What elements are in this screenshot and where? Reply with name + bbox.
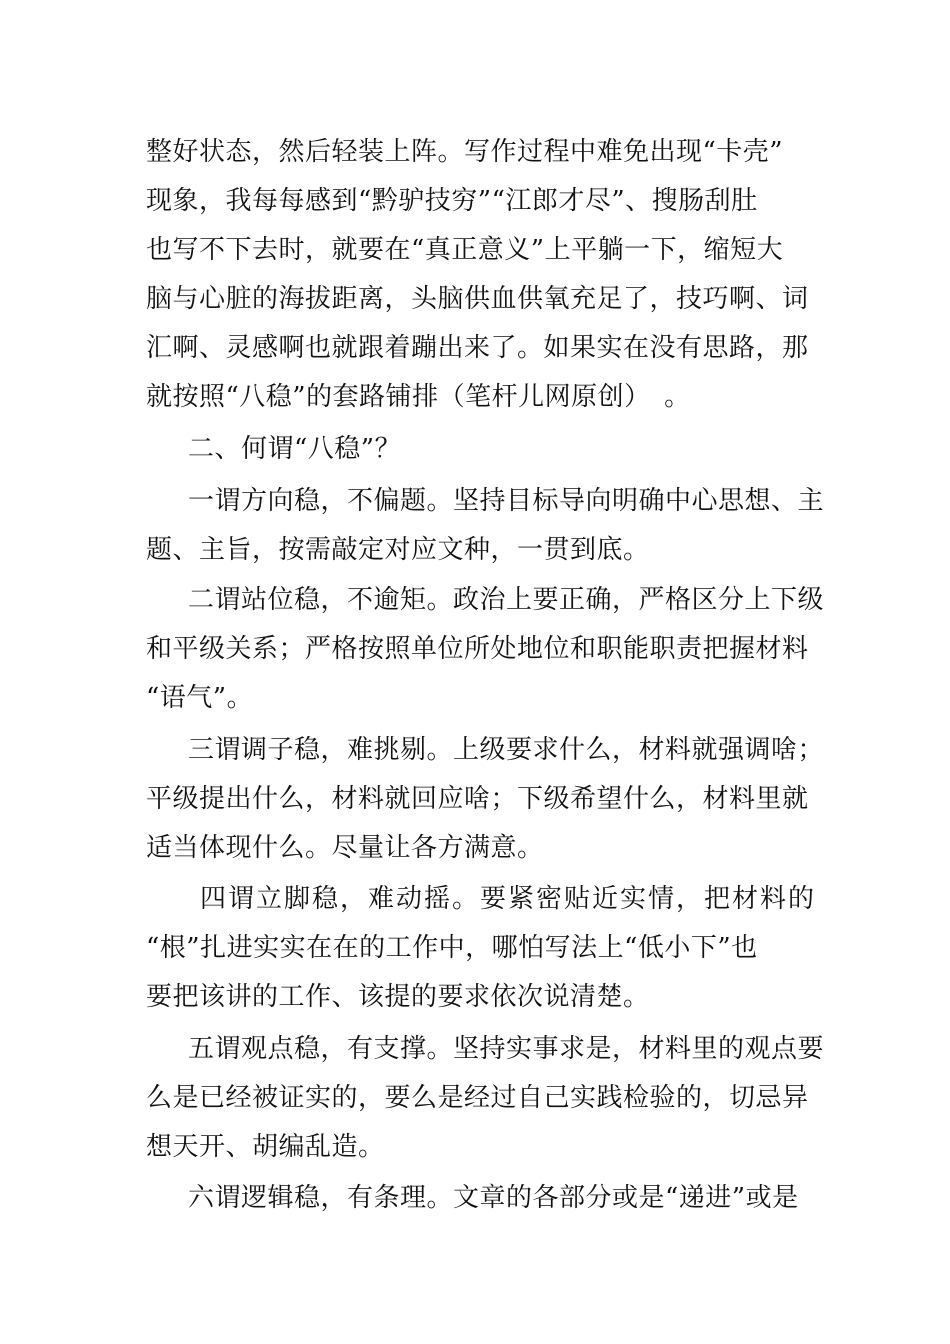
paragraph-line: 四谓立脚稳，难动摇。要紧密贴近实情，把材料的 — [200, 884, 817, 914]
paragraph-line: 和平级关系；严格按照单位所处地位和职能职责把握材料 — [146, 634, 809, 664]
paragraph-line: 也写不下去时，就要在“真正意义”上平躺一下，缩短大 — [146, 235, 784, 265]
paragraph-line: 想天开、胡编乱造。 — [146, 1132, 385, 1162]
paragraph-line: 就按照“八稳”的套路铺排（笔杆儿网原创） 。 — [146, 382, 691, 412]
section-heading: 二、何谓“八稳”？ — [188, 434, 402, 464]
paragraph-line: “根”扎进实实在在的工作中，哪怕写法上“低小下”也 — [146, 933, 758, 963]
paragraph-line: 现象，我每每感到“黔驴技穷”“江郎才尽”、搜肠刮肚 — [146, 186, 758, 216]
paragraph-line: 五谓观点稳，有支撑。坚持实事求是，材料里的观点要 — [188, 1034, 825, 1064]
paragraph-line: 二谓站位稳，不逾矩。政治上要正确，严格区分上下级 — [188, 585, 825, 615]
paragraph-line: 六谓逻辑稳，有条理。文章的各部分或是“递进”或是 — [188, 1183, 799, 1213]
paragraph-line: 汇啊、灵感啊也就跟着蹦出来了。如果实在没有思路，那 — [146, 333, 809, 363]
paragraph-line: 三谓调子稳，难挑剔。上级要求什么，材料就强调啥； — [188, 735, 825, 765]
paragraph-line: 整好状态，然后轻装上阵。写作过程中难免出现“卡壳” — [146, 137, 784, 167]
paragraph-line: “语气”。 — [146, 683, 254, 713]
paragraph-line: 题、主旨，按需敲定对应文种，一贯到底。 — [146, 535, 650, 565]
paragraph-line: 一谓方向稳，不偏题。坚持目标导向明确中心思想、主 — [188, 486, 825, 516]
paragraph-line: 么是已经被证实的，要么是经过自己实践检验的，切忌异 — [146, 1083, 809, 1113]
paragraph-line: 平级提出什么，材料就回应啥；下级希望什么，材料里就 — [146, 784, 809, 814]
paragraph-line: 适当体现什么。尽量让各方满意。 — [146, 833, 544, 863]
paragraph-line: 脑与心脏的海拔距离，头脑供血供氧充足了，技巧啊、词 — [146, 284, 809, 314]
paragraph-line: 要把该讲的工作、该提的要求依次说清楚。 — [146, 982, 650, 1012]
